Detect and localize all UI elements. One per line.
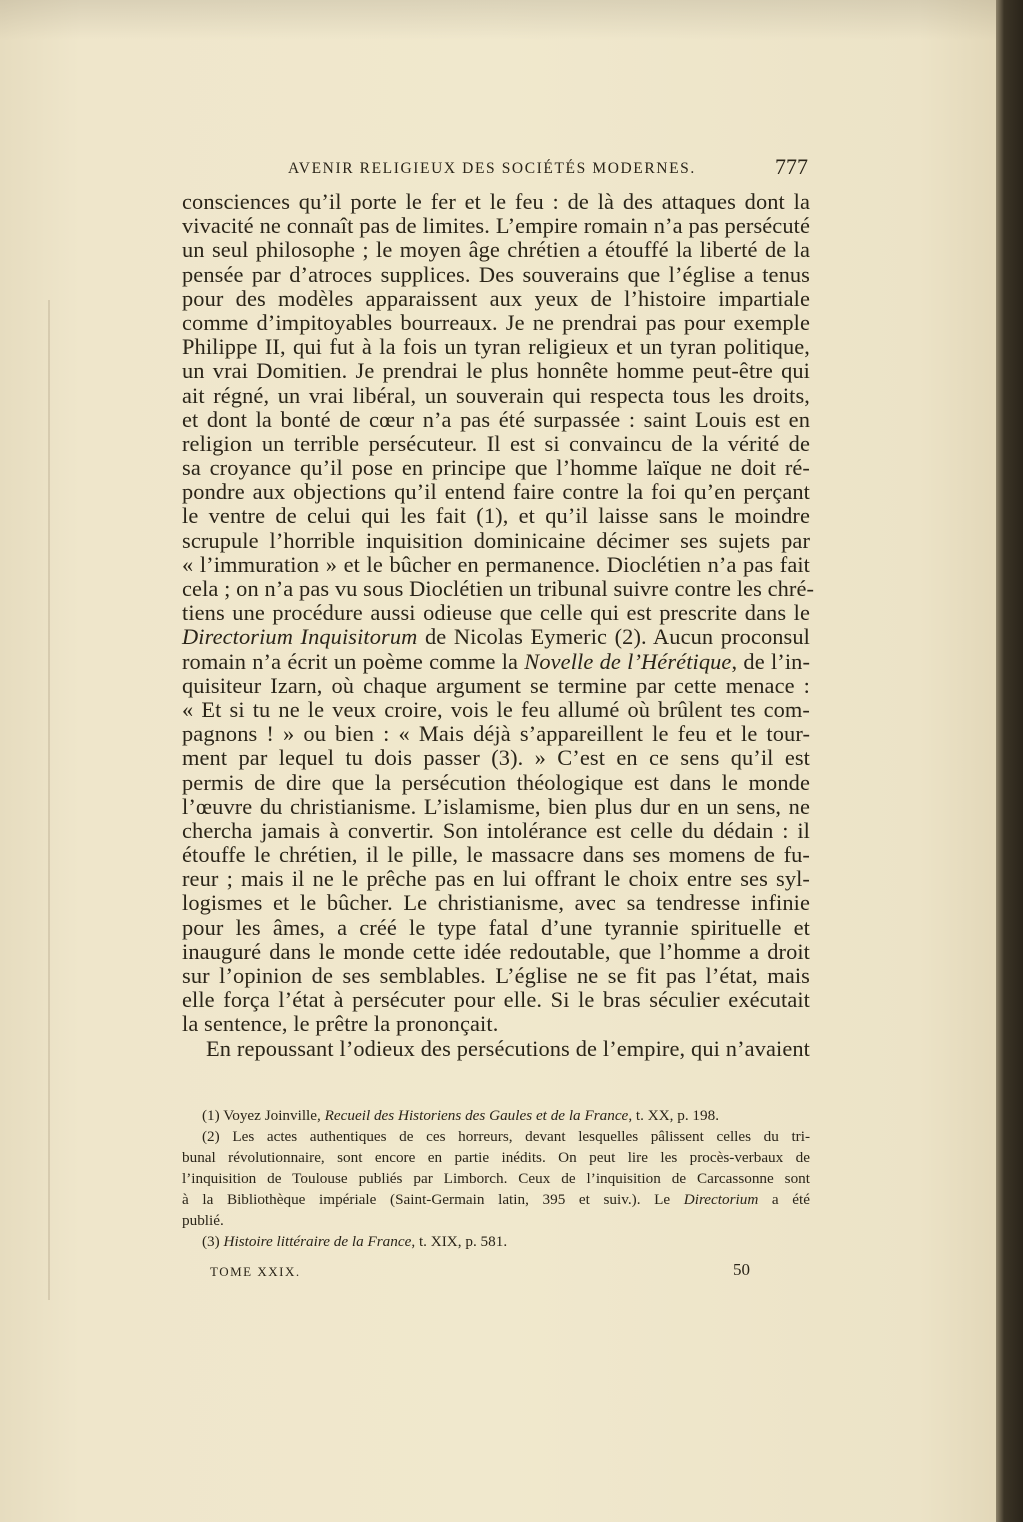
text-line: quisiteur Izarn, où chaque argument se termine par cette menace : bbox=[182, 672, 810, 698]
text-line: logismes et le bûcher. Le christianisme, avec sa tendresse infinie bbox=[182, 890, 810, 916]
text-fragment: de Nicolas Eymeric (2). Aucun proconsul bbox=[417, 624, 810, 650]
text-fragment: à la Bibliothèque impériale (Saint-Germain latin, 395 et suiv.). Le bbox=[182, 1190, 684, 1208]
text-line: reur ; mais il ne le prêche pas en lui offrant le choix entre ses syl- bbox=[182, 866, 810, 892]
text-line bbox=[182, 625, 810, 649]
page-number: 777 bbox=[775, 154, 808, 179]
text-line: comme d’impitoyables bourreaux. Je ne prendrai pas pour exemple bbox=[182, 309, 810, 335]
text-line: scrupule l’horrible inquisition dominicaine décimer ses sujets par bbox=[182, 527, 810, 553]
footnote-2-line: l’inquisition de Toulouse publiés par Limborch. Ceux de l’inquisition de Carcassonne sont bbox=[182, 1169, 810, 1187]
text-line: « l’immuration » et le bûcher en permanence. Dioclétien n’a pas fait bbox=[182, 551, 810, 577]
footnotes bbox=[182, 1105, 810, 1252]
text-line bbox=[182, 650, 810, 674]
text-line: consciences qu’il porte le fer et le feu : de là des attaques dont la bbox=[182, 189, 810, 214]
text-fragment: , t. XIX, p. 581. bbox=[411, 1232, 508, 1250]
text-line: Philippe II, qui fut à la fois un tyran religieux et un tyran politique, bbox=[182, 334, 810, 360]
recueil-title: Recueil des Historiens des Gaules et de la France bbox=[324, 1106, 629, 1124]
page-shadow bbox=[0, 0, 1000, 40]
body-paragraph-2 bbox=[182, 1037, 810, 1061]
text-fragment: , t. XX, p. 198. bbox=[628, 1106, 720, 1124]
footnote-2-line: bunal révolutionnaire, sont encore en partie inédits. On peut lire les procès-verbaux de bbox=[182, 1148, 810, 1166]
running-title: AVENIR RELIGIEUX DES SOCIÉTÉS MODERNES. bbox=[288, 160, 696, 177]
page-fold bbox=[48, 300, 50, 1300]
text-line: ait régné, un vrai libéral, un souverain qui respecta tous les droits, bbox=[182, 382, 810, 408]
footnote-separator bbox=[182, 1061, 810, 1105]
histoire-title: Histoire littéraire de la France bbox=[223, 1232, 412, 1250]
text-line: sa croyance qu’il pose en principe que l’homme laïque ne doit ré- bbox=[182, 455, 810, 481]
signature-mark: 50 bbox=[733, 1260, 750, 1279]
text-line: « Et si tu ne le veux croire, vois le feu allumé où brûlent tes com- bbox=[182, 696, 810, 722]
footnote-2-line: publié. bbox=[182, 1211, 224, 1229]
body-paragraph-1 bbox=[182, 189, 815, 1037]
text-line: l’œuvre du christianisme. L’islamisme, bien plus dur en un sens, ne bbox=[182, 793, 810, 819]
text-fragment: romain n’a écrit un poème comme la bbox=[182, 648, 525, 674]
text-line: la sentence, le prêtre la prononçait. bbox=[182, 1011, 499, 1037]
text-line: En repoussant l’odieux des persécutions de l’empire, qui n’avaient bbox=[206, 1035, 810, 1061]
footnote-3 bbox=[182, 1231, 810, 1252]
directorium-ref: Directorium bbox=[683, 1190, 759, 1208]
text-line: un seul philosophe ; le moyen âge chrétien a étouffé la liberté de la bbox=[182, 237, 810, 263]
text-fragment: (1) Voyez Joinville, bbox=[202, 1106, 325, 1124]
text-line: pondre aux objections qu’il entend faire contre la foi qu’en perçant bbox=[182, 479, 810, 505]
page-footer bbox=[210, 1260, 750, 1288]
text-fragment: , de l’in- bbox=[731, 648, 811, 674]
text-fragment: a été bbox=[758, 1190, 810, 1208]
text-line: religion un terrible persécuteur. Il est si convaincu de la vérité de bbox=[182, 430, 810, 456]
text-line: elle força l’état à persécuter pour elle. Si le bras séculier exécutait bbox=[182, 987, 810, 1013]
book-edge bbox=[996, 0, 1023, 1522]
text-line: sur l’opinion de ses semblables. L’église ne se fit pas l’état, mais bbox=[182, 963, 810, 988]
tome-label: TOME XXIX. bbox=[210, 1264, 301, 1279]
directorium-title: Directorium Inquisitorum bbox=[182, 624, 418, 650]
text-line: pour des modèles apparaissent aux yeux de l’histoire impartiale bbox=[182, 285, 810, 311]
text-line: ment par lequel tu dois passer (3). » C’est en ce sens qu’il est bbox=[182, 745, 810, 771]
text-line: et dont la bonté de cœur n’a pas été surpassée : saint Louis est en bbox=[182, 406, 810, 432]
text-line: cela ; on n’a pas vu sous Dioclétien un tribunal suivre contre les chré- bbox=[182, 576, 815, 601]
text-fragment: (3) bbox=[202, 1232, 224, 1250]
text-line: le ventre de celui qui les fait (1), et qu’il laisse sans le moindre bbox=[182, 503, 810, 529]
text-line: étouffe le chrétien, il le pille, le massacre dans ses momens de fu- bbox=[182, 842, 810, 868]
text-line: permis de dire que la persécution théologique est dans le monde bbox=[182, 769, 810, 795]
running-head bbox=[182, 150, 810, 190]
footnote-1 bbox=[182, 1105, 810, 1126]
footnote-2-line bbox=[182, 1189, 810, 1210]
footnote-2-line: (2) Les actes authentiques de ces horreurs, devant lesquelles pâlissent celles du tri- bbox=[202, 1127, 810, 1145]
novelle-title: Novelle de l’Hérétique bbox=[524, 648, 732, 674]
text-line: inauguré dans le monde cette idée redoutable, que l’homme a droit bbox=[182, 938, 810, 964]
text-line: tiens une procédure aussi odieuse que celle qui est prescrite dans le bbox=[182, 600, 810, 626]
text-line: un vrai Domitien. Je prendrai le plus honnête homme peut-être qui bbox=[182, 358, 810, 384]
text-line: vivacité ne connaît pas de limites. L’empire romain n’a pas persécuté bbox=[182, 213, 810, 239]
text-line: chercha jamais à convertir. Son intolérance est celle du dédain : il bbox=[182, 817, 810, 843]
text-line: pensée par d’atroces supplices. Des souverains que l’église a tenus bbox=[182, 261, 810, 287]
text-line: pour les âmes, a créé le type fatal d’une tyrannie spirituelle et bbox=[182, 914, 810, 940]
page-content bbox=[182, 150, 815, 1252]
text-line: pagnons ! » ou bien : « Mais déjà s’appareillent le feu et le tour- bbox=[182, 721, 810, 747]
